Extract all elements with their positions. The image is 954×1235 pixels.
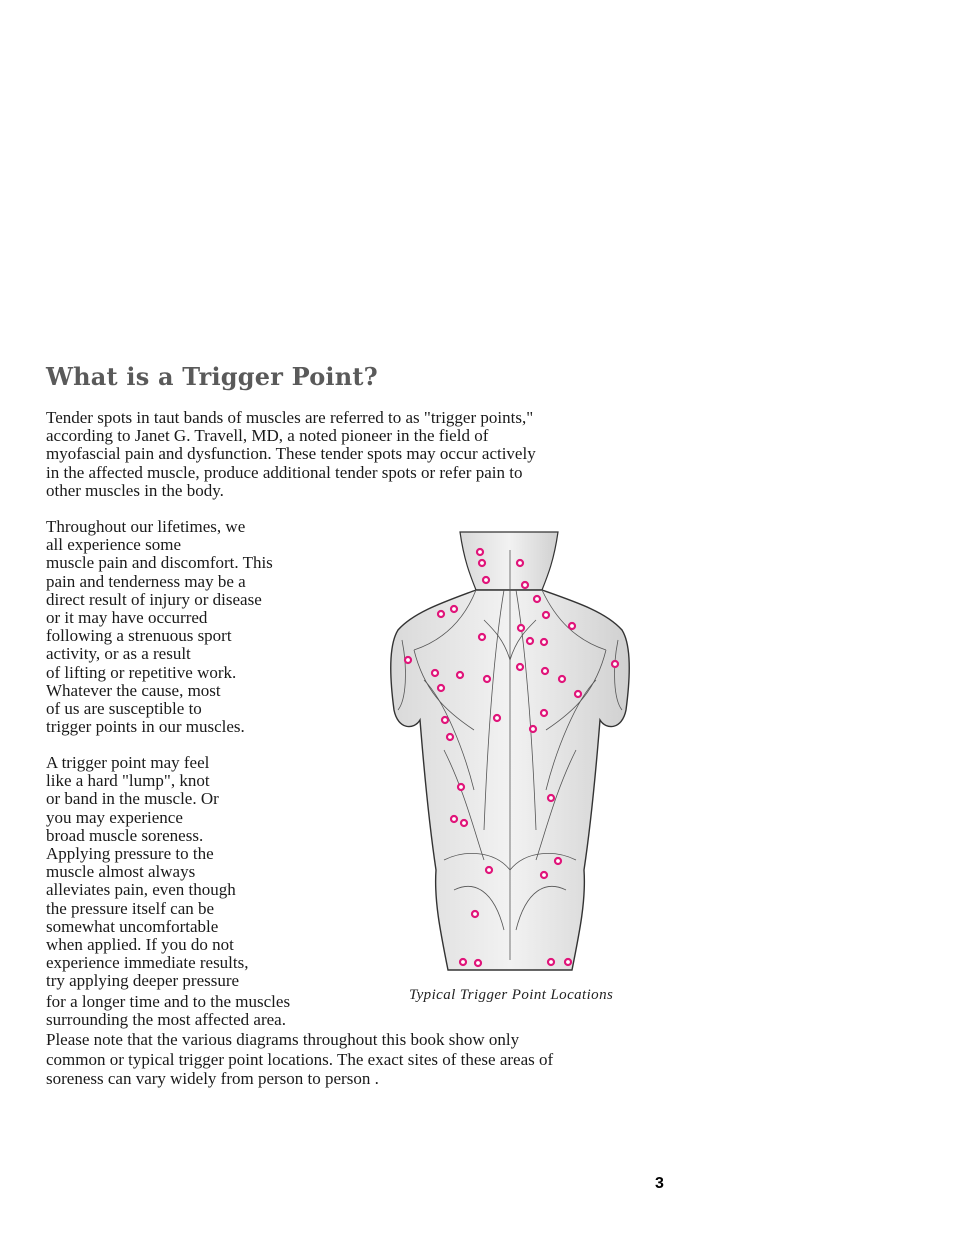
- text-line: according to Janet G. Travell, MD, a noted pioneer in the field of: [46, 426, 489, 446]
- text-line: A trigger point may feel: [46, 753, 210, 772]
- text-line: in the affected muscle, produce additional tender spots or refer pain to: [46, 462, 523, 482]
- intro-paragraph: [46, 409, 536, 500]
- trigger-point: [484, 676, 490, 682]
- text-line: Whatever the cause, most: [46, 680, 221, 700]
- back-muscles-illustration: [384, 530, 636, 978]
- text-line: all experience some: [46, 535, 181, 555]
- trigger-point: [575, 691, 581, 697]
- trigger-point: [461, 820, 467, 826]
- trigger-point: [475, 960, 481, 966]
- trigger-point: [534, 596, 540, 602]
- trigger-point: [612, 661, 618, 667]
- text-line: pain and tenderness may be a: [46, 571, 246, 591]
- trigger-point: [451, 816, 457, 822]
- text-line: alleviates pain, even though: [46, 880, 236, 900]
- text-line: of lifting or repetitive work.: [46, 662, 237, 682]
- trigger-point: [527, 638, 533, 644]
- text-line: try applying deeper pressure: [46, 971, 240, 991]
- trigger-point: [530, 726, 536, 732]
- trigger-point: [548, 795, 554, 801]
- trigger-point: [517, 560, 523, 566]
- trigger-point: [522, 582, 528, 588]
- text-line: like a hard "lump", knot: [46, 771, 210, 791]
- trigger-point: [451, 606, 457, 612]
- trigger-point: [548, 959, 554, 965]
- note-paragraph: [46, 1030, 553, 1089]
- text-line: Throughout our lifetimes, we: [46, 517, 246, 536]
- text-line: soreness can vary widely from person to person .: [46, 1069, 379, 1088]
- trigger-point: [458, 784, 464, 790]
- figure-caption: Typical Trigger Point Locations: [409, 987, 614, 1003]
- text-line: following a strenuous sport: [46, 626, 232, 646]
- lifetime-paragraph: [46, 518, 273, 736]
- trigger-point: [479, 634, 485, 640]
- trigger-point: [541, 710, 547, 716]
- text-line: myofascial pain and dysfunction. These tender spots may occur actively: [46, 444, 536, 464]
- trigger-point: [555, 858, 561, 864]
- trigger-point: [432, 670, 438, 676]
- trigger-point: [517, 664, 523, 670]
- trigger-point: [486, 867, 492, 873]
- trigger-feel-paragraph: [46, 754, 249, 991]
- text-line: the pressure itself can be: [46, 898, 215, 918]
- trigger-point: [447, 734, 453, 740]
- trigger-point: [442, 717, 448, 723]
- trigger-point: [477, 549, 483, 555]
- trigger-point: [559, 676, 565, 682]
- text-line: somewhat uncomfortable: [46, 916, 219, 936]
- text-line: muscle pain and discomfort. This: [46, 553, 273, 573]
- trigger-point: [460, 959, 466, 965]
- trigger-point: [494, 715, 500, 721]
- tail-paragraph: [46, 993, 290, 1029]
- text-line: for a longer time and to the muscles: [46, 992, 291, 1011]
- trigger-point: [518, 625, 524, 631]
- trigger-point: [457, 672, 463, 678]
- trigger-point: [543, 612, 549, 618]
- text-line: you may experience: [46, 807, 183, 827]
- trigger-point: [438, 611, 444, 617]
- text-line: experience immediate results,: [46, 953, 249, 973]
- text-line: Tender spots in taut bands of muscles are referred to as "trigger points,": [46, 408, 534, 427]
- trigger-point: [479, 560, 485, 566]
- text-line: or it may have occurred: [46, 608, 208, 628]
- text-line: trigger points in our muscles.: [46, 717, 245, 737]
- text-line: of us are susceptible to: [46, 699, 202, 719]
- trigger-point: [472, 911, 478, 917]
- trigger-point: [541, 872, 547, 878]
- page-number: 3: [655, 1175, 664, 1192]
- text-line: direct result of injury or disease: [46, 589, 262, 609]
- trigger-point: [541, 639, 547, 645]
- trigger-point: [483, 577, 489, 583]
- trigger-point: [565, 959, 571, 965]
- trigger-point: [542, 668, 548, 674]
- trigger-point: [438, 685, 444, 691]
- trigger-point: [569, 623, 575, 629]
- page-title: What is a Trigger Point?: [46, 362, 378, 391]
- text-line: when applied. If you do not: [46, 935, 234, 955]
- text-line: broad muscle soreness.: [46, 825, 204, 845]
- text-line: activity, or as a result: [46, 644, 191, 664]
- text-line: common or typical trigger point locations. The exact sites of these areas of: [46, 1049, 554, 1069]
- text-line: Applying pressure to the: [46, 844, 214, 864]
- trigger-point: [405, 657, 411, 663]
- text-line: other muscles in the body.: [46, 480, 224, 500]
- text-line: surrounding the most affected area.: [46, 1010, 286, 1030]
- text-line: or band in the muscle. Or: [46, 789, 219, 809]
- text-line: muscle almost always: [46, 862, 196, 882]
- text-line: Please note that the various diagrams throughout this book show only: [46, 1030, 520, 1049]
